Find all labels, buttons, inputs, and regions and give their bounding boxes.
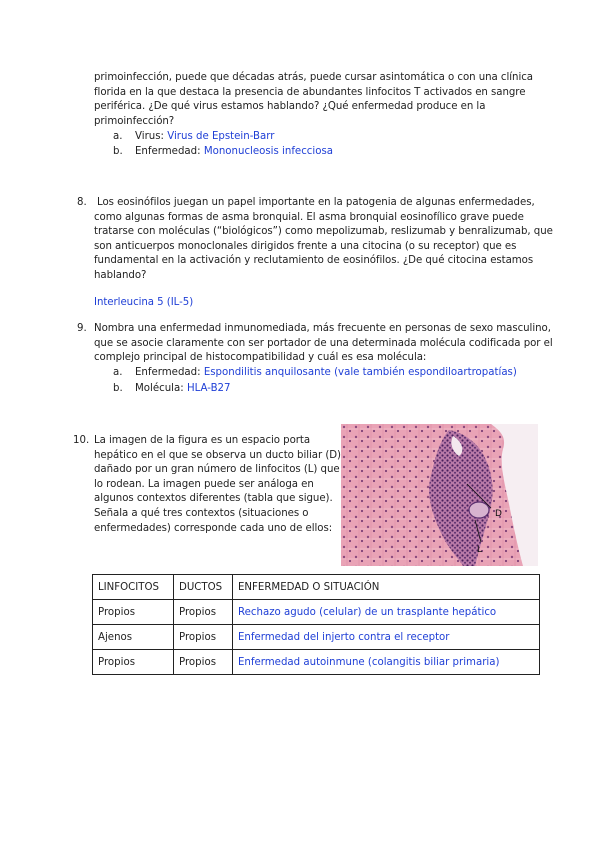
q10-line-3: dañado por un gran número de linfocitos (L) que <box>94 464 340 476</box>
q8-line-3: tratarse con moléculas (“biológicos”) como mepolizumab, reslizumab y benralizumab, que <box>94 226 553 238</box>
header-enfermedad: ENFERMEDAD O SITUACIÓN <box>233 575 540 600</box>
row-1-ductos: Propios <box>174 600 233 625</box>
row-2-ductos: Propios <box>174 625 233 650</box>
table-row <box>93 625 540 650</box>
q9-answer-b <box>113 382 231 397</box>
q7-line-2: florida en la que destaca la presencia de abundantes linfocitos T activados en sangre <box>94 86 526 98</box>
q8-line-6: hablando? <box>94 270 147 281</box>
q8-line-2: como algunas formas de asma bronquial. El asma bronquial eosinofílico grave puede <box>94 211 524 223</box>
row-1-enfermedad: Rechazo agudo (celular) de un trasplante hepático <box>233 600 540 625</box>
q7-a-marker: a. <box>113 131 123 142</box>
q7-a-label: Virus: <box>135 131 164 142</box>
duct-label: D <box>495 509 502 519</box>
q9-b-label: Molécula: <box>135 383 184 394</box>
row-1-linfocitos: Propios <box>93 600 174 625</box>
q9-answer-a <box>113 366 517 381</box>
q9-a-label: Enfermedad: <box>135 367 201 378</box>
row-3-ductos: Propios <box>174 650 233 675</box>
q10-line-1: La imagen de la figura es un espacio porta <box>94 435 311 446</box>
table-row <box>93 650 540 675</box>
q8-number: 8. <box>77 197 87 208</box>
q7-a-answer: Virus de Epstein-Barr <box>167 131 275 142</box>
bile-duct <box>469 502 489 518</box>
row-2-linfocitos: Ajenos <box>93 625 174 650</box>
q7-b-marker: b. <box>113 146 123 157</box>
q9-b-answer: HLA-B27 <box>186 383 231 394</box>
q10-line-5: algunos contextos diferentes (tabla que sigue). <box>94 493 333 505</box>
q7-line-3: periférica. ¿De qué virus estamos hablando? ¿Qué enfermedad produce en la <box>94 101 486 113</box>
context-table <box>92 574 540 675</box>
q9-line-1: Nombra una enfermedad inmunomediada, más frecuente en personas de sexo masculino, <box>94 323 551 334</box>
q8-line-1: Los eosinófilos juegan un papel importante en la patogenia de algunas enfermedades, <box>97 197 535 208</box>
q9-a-answer: Espondilitis anquilosante (vale también espondiloartropatías) <box>203 367 517 378</box>
q9-line-3: complejo principal de histocompatibilidad y cuál es esa molécula: <box>94 352 427 364</box>
q8-line-5: fundamental en la activación y reclutamiento de eosinófilos. ¿De qué citocina estamos <box>94 255 534 267</box>
row-3-linfocitos: Propios <box>93 650 174 675</box>
q10-line-4: lo rodean. La imagen puede ser análoga en <box>94 478 314 490</box>
q7-b-label: Enfermedad: <box>135 146 201 157</box>
q8-answer: Interleucina 5 (IL-5) <box>94 297 194 308</box>
lymphocyte-label: L <box>477 545 483 555</box>
q9-b-marker: b. <box>113 383 123 394</box>
q9-a-marker: a. <box>113 367 123 378</box>
row-3-enfermedad: Enfermedad autoinmune (colangitis biliar primaria) <box>233 650 540 675</box>
q7-line-4: primoinfección? <box>94 115 175 127</box>
q7-answer-b <box>113 145 333 160</box>
q10-line-6: Señala a qué tres contextos (situaciones o <box>94 508 309 519</box>
q10-number: 10. <box>73 435 90 446</box>
row-2-enfermedad: Enfermedad del injerto contra el receptor <box>233 625 540 650</box>
q10-line-7: enfermedades) corresponde cada uno de ellos: <box>94 522 333 534</box>
q10-line-2: hepático en el que se observa un ducto biliar (D) <box>94 449 341 461</box>
q8-line-4: son anticuerpos monoclonales dirigidos frente a una citocina (o su receptor) que es <box>94 240 517 252</box>
histology-figure <box>341 424 538 566</box>
header-linfocitos: LINFOCITOS <box>93 575 174 600</box>
q9-number: 9. <box>77 323 87 334</box>
header-ductos: DUCTOS <box>174 575 233 600</box>
q9-line-2: que se asocie claramente con ser portador de una determinada molécula codificada por el <box>94 337 553 349</box>
table-header-row <box>93 575 540 600</box>
q7-answer-a <box>113 130 274 145</box>
table-row <box>93 600 540 625</box>
q7-b-answer: Mononucleosis infecciosa <box>203 146 334 157</box>
q7-line-1: primoinfección, puede que décadas atrás, puede cursar asintomática o con una clínica <box>94 72 533 83</box>
